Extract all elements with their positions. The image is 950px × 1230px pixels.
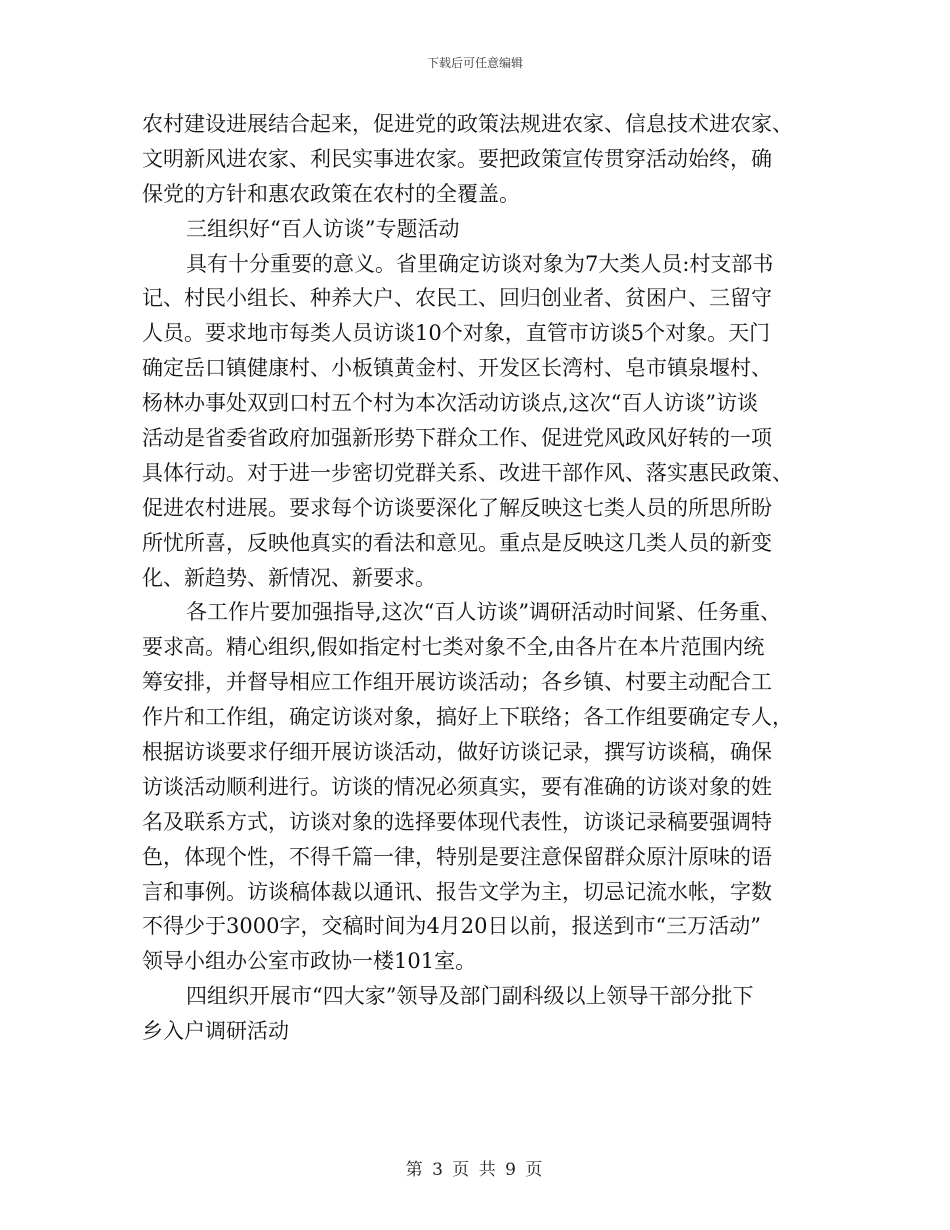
text-line: 作片和工作组，确定访谈对象，搞好上下联络；各工作组要确定专人， [142, 705, 793, 730]
text-line: 杨林办事处双剅口村五个村为本次活动访谈点,这次“百人访谈”访谈 [142, 391, 759, 416]
text-line: 乡入户调研活动 [142, 1019, 289, 1044]
text-line: 访谈活动顺利进行。访谈的情况必须真实，要有准确的访谈对象的姓 [142, 774, 772, 799]
text-line: 具体行动。对于进一步密切党群关系、改进干部作风、落实惠民政策、 [142, 460, 793, 485]
text-line: 文明新风进农家、利民实事进农家。要把政策宣传贯穿活动始终，确 [142, 146, 772, 171]
text-line: 保党的方针和惠农政策在农村的全覆盖。 [142, 181, 520, 206]
text-line: 根据访谈要求仔细开展访谈活动，做好访谈记录，撰写访谈稿，确保 [142, 740, 772, 765]
text-line: 确定岳口镇健康村、小板镇黄金村、开发区长湾村、皂市镇泉堰村、 [142, 356, 772, 381]
text-line: 筹安排，并督导相应工作组开展访谈活动；各乡镇、村要主动配合工 [142, 670, 772, 695]
text-line: 要求高。精心组织,假如指定村七类对象不全,由各片在本片范围内统 [142, 635, 765, 660]
text-line: 言和事例。访谈稿体裁以通讯、报告文学为主，切忌记流水帐，字数 [142, 879, 772, 904]
text-line: 所忧所喜，反映他真实的看法和意见。重点是反映这几类人员的新变 [142, 530, 772, 555]
text-line: 名及联系方式，访谈对象的选择要体现代表性，访谈记录稿要强调特 [142, 809, 772, 834]
text-line: 具有十分重要的意义。省里确定访谈对象为7大类人员:村支部书 [186, 251, 774, 276]
page-header-note: 下载后可任意编辑 [426, 56, 523, 70]
text-line: 促进农村进展。要求每个访谈要深化了解反映这七类人员的所思所盼 [142, 495, 772, 520]
text-line: 化、新趋势、新情况、新要求。 [142, 565, 436, 590]
section-heading: 三组织好“百人访谈”专题活动 [186, 216, 460, 241]
document-body [142, 107, 832, 1049]
text-line: 农村建设进展结合起来，促进党的政策法规进农家、信息技术进农家、 [142, 112, 793, 136]
text-line: 活动是省委省政府加强新形势下群众工作、促进党风政风好转的一项 [142, 426, 772, 451]
text-line: 不得少于3000字，交稿时间为4月20日以前，报送到市“三万活动” [142, 914, 761, 939]
text-line: 色，体现个性，不得千篇一律，特别是要注意保留群众原汁原味的语 [142, 844, 772, 869]
section-heading: 四组织开展市“四大家”领导及部门副科级以上领导干部分批下 [186, 984, 754, 1009]
text-line: 领导小组办公室市政协一楼101室。 [142, 949, 477, 974]
text-line: 各工作片要加强指导,这次“百人访谈”调研活动时间紧、任务重、 [186, 600, 782, 625]
text-line: 人员。要求地市每类人员访谈10个对象，直管市访谈5个对象。天门 [142, 321, 771, 346]
page-number-footer: 第 3 页 共 9 页 [405, 1160, 545, 1180]
text-line: 记、村民小组长、种养大户、农民工、回归创业者、贫困户、三留守 [142, 286, 772, 311]
